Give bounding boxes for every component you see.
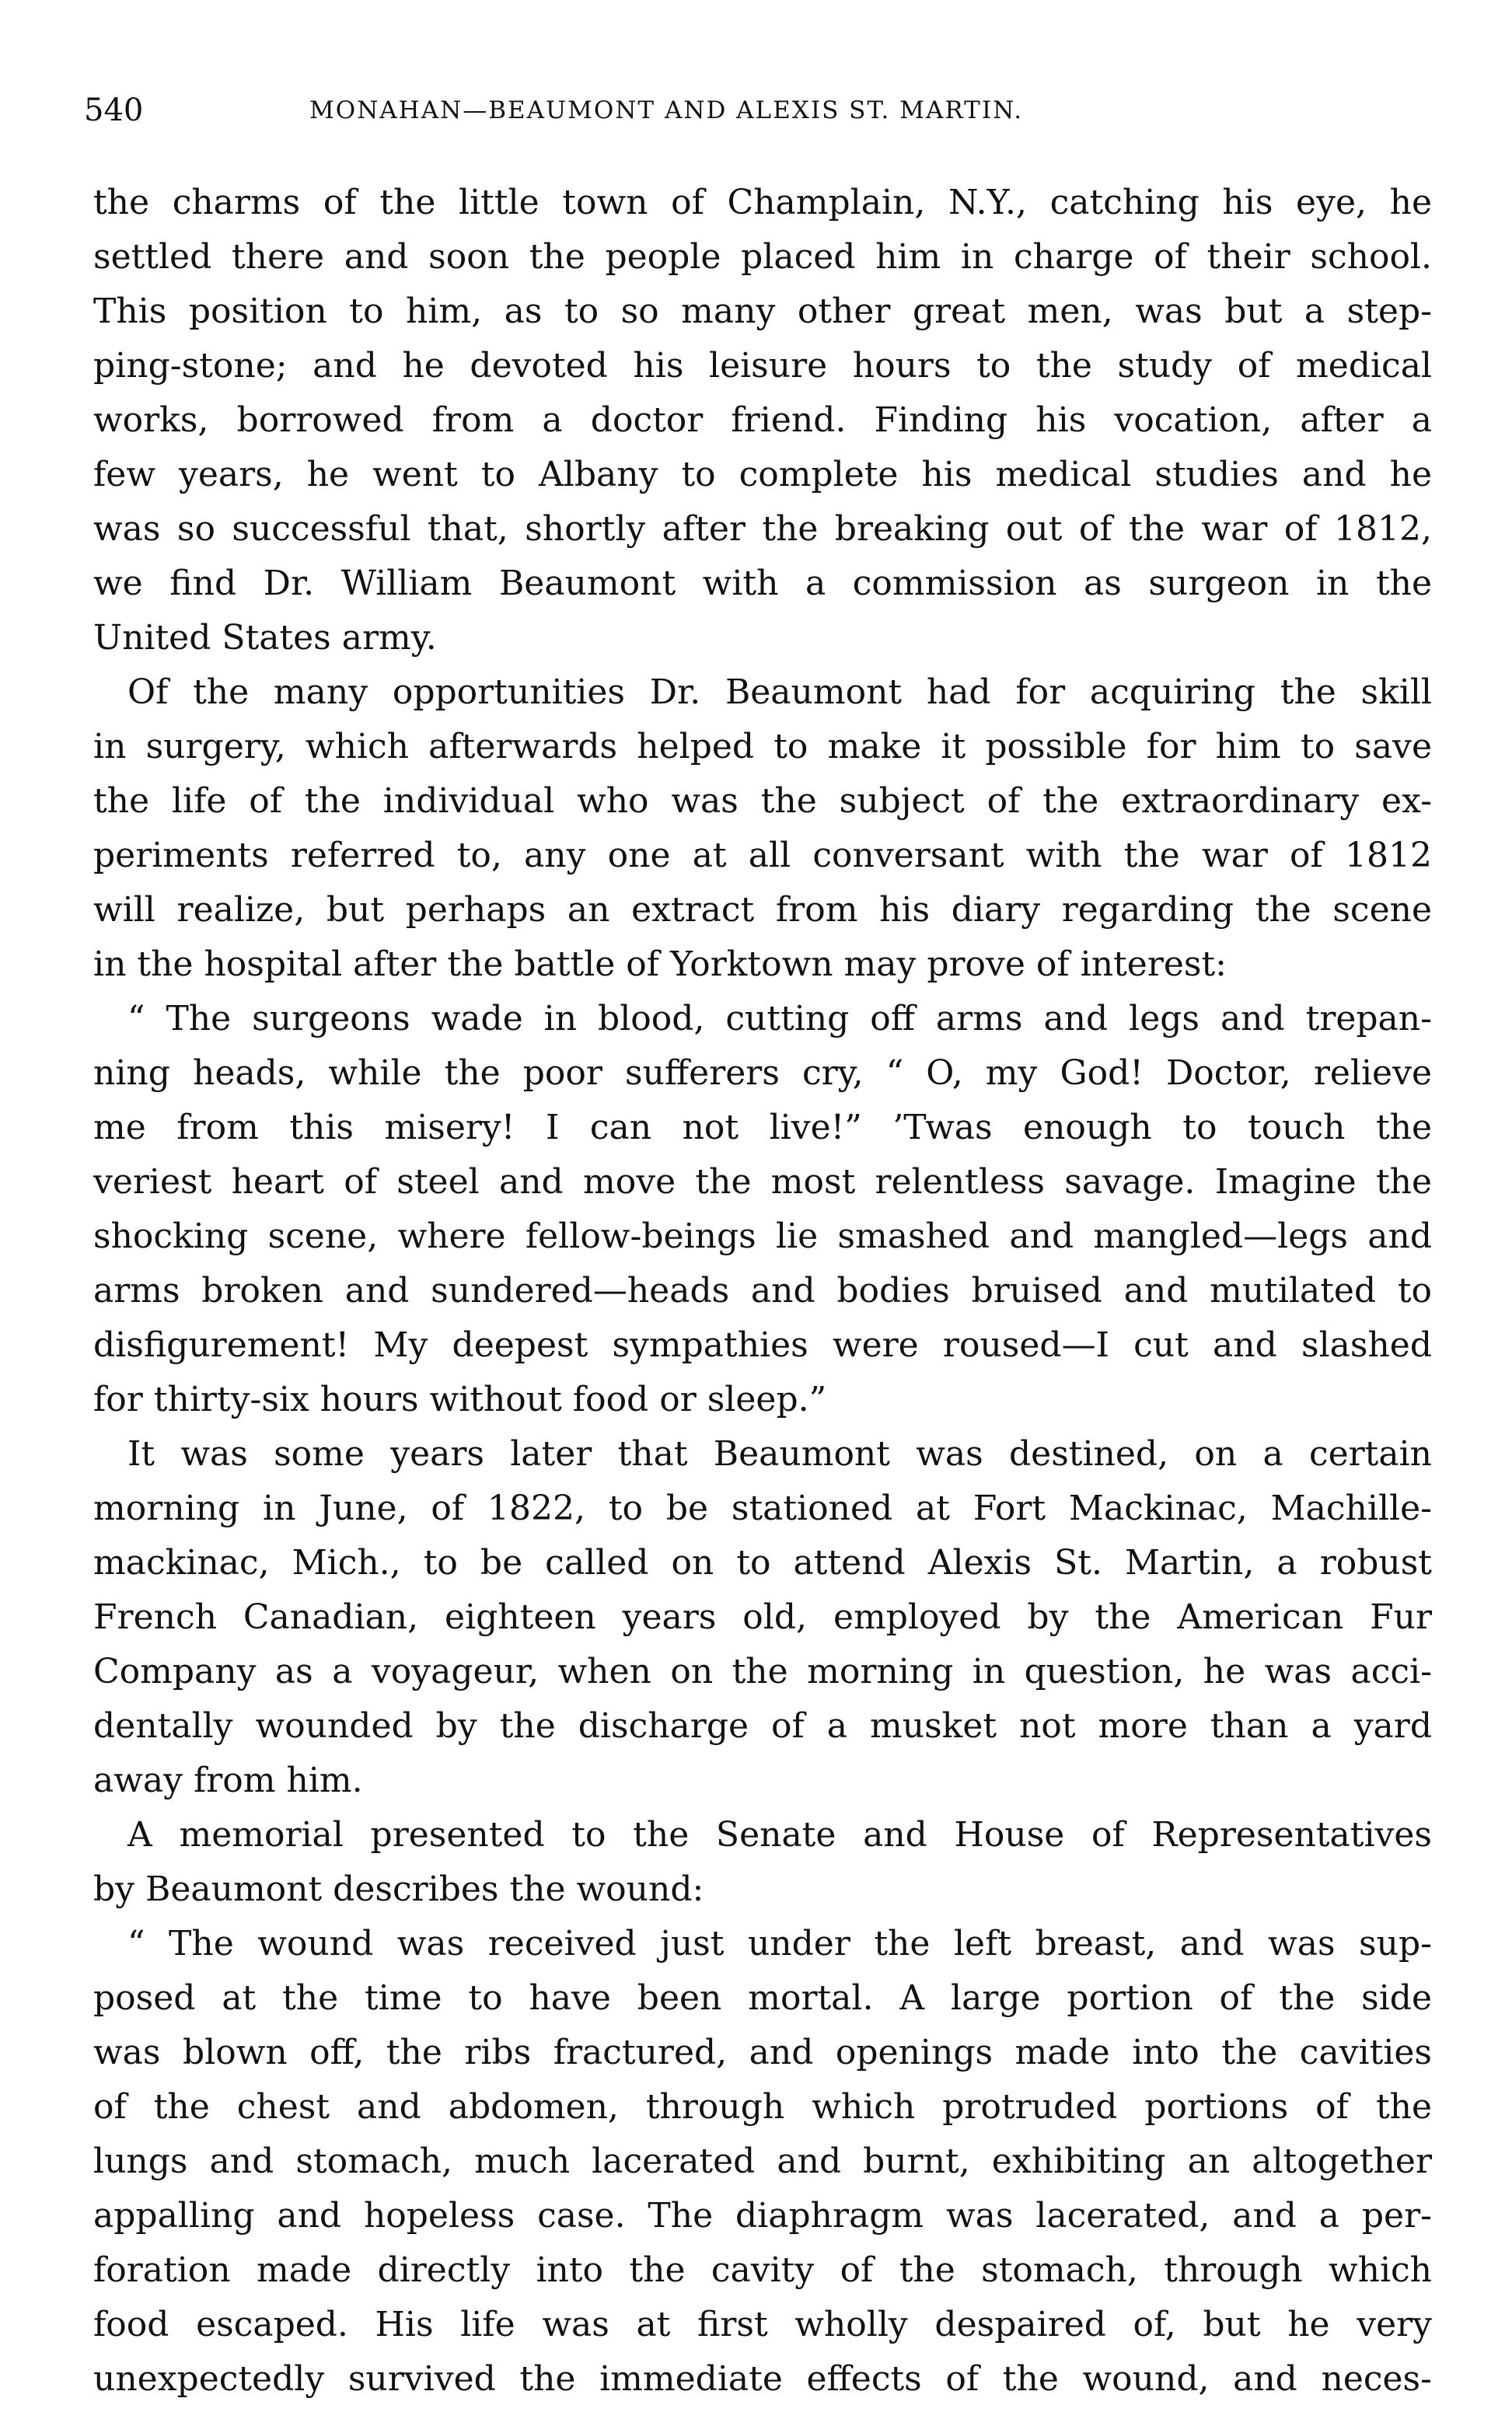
- text-line: disfigurement! My deepest sympathies were roused—I cut and slashed: [93, 1325, 1432, 1365]
- text-line: morning in June, of 1822, to be stationed at Fort Mackinac, Machille-: [93, 1489, 1432, 1528]
- text-line: ning heads, while the poor sufferers cry, “ O, my God! Doctor, relieve: [93, 1053, 1432, 1093]
- body-text: [93, 176, 1432, 2407]
- text-line: in surgery, which afterwards helped to make it possible for him to save: [93, 727, 1432, 766]
- text-line: by Beaumont describes the wound:: [93, 1869, 704, 1909]
- paragraph-start-line: Of the many opportunities Dr. Beaumont had for acquiring the skill: [127, 672, 1432, 712]
- text-line: lungs and stomach, much lacerated and burnt, exhibiting an altogether: [93, 2142, 1432, 2181]
- text-line: periments referred to, any one at all conversant with the war of 1812: [93, 836, 1432, 875]
- page-header: [84, 87, 1437, 134]
- text-line: arms broken and sundered—heads and bodies bruised and mutilated to: [93, 1271, 1432, 1311]
- text-line: veriest heart of steel and move the most relentless savage. Imagine the: [93, 1162, 1432, 1202]
- quote-start-line: “ The wound was received just under the left breast, and was sup-: [127, 1924, 1432, 1963]
- text-line: unexpectedly survived the immediate effects of the wound, and neces-: [93, 2359, 1432, 2399]
- text-line: foration made directly into the cavity of the stomach, through which: [93, 2250, 1432, 2290]
- text-line: in the hospital after the battle of Yorktown may prove of interest:: [93, 944, 1227, 984]
- text-line: me from this misery! I can not live!” ’Twas enough to touch the: [93, 1108, 1432, 1147]
- text-line: the life of the individual who was the subject of the extraordinary ex-: [93, 781, 1432, 821]
- page-number: 540: [84, 93, 144, 128]
- text-line: mackinac, Mich., to be called on to attend Alexis St. Martin, a robust: [93, 1543, 1432, 1583]
- text-line: away from him.: [93, 1761, 363, 1800]
- text-line: will realize, but perhaps an extract from his diary regarding the scene: [93, 890, 1432, 930]
- text-line: food escaped. His life was at first wholly despaired of, but he very: [93, 2305, 1432, 2344]
- text-line: settled there and soon the people placed him in charge of their school.: [93, 237, 1432, 277]
- paragraph-start-line: It was some years later that Beaumont was destined, on a certain: [127, 1434, 1432, 1474]
- text-line: was blown off, the ribs fractured, and openings made into the cavities: [93, 2033, 1432, 2072]
- text-line: for thirty-six hours without food or sleep.”: [93, 1380, 827, 1419]
- text-line: posed at the time to have been mortal. A large portion of the side: [93, 1978, 1432, 2018]
- text-line: appalling and hopeless case. The diaphragm was lacerated, and a per-: [93, 2196, 1432, 2236]
- running-head: MONAHAN—BEAUMONT AND ALEXIS ST. MARTIN.: [309, 96, 1024, 124]
- text-line: French Canadian, eighteen years old, employed by the American Fur: [93, 1597, 1432, 1637]
- text-line: ping-stone; and he devoted his leisure hours to the study of medical: [93, 346, 1432, 386]
- text-line: This position to him, as to so many other great men, was but a step-: [93, 291, 1432, 331]
- text-line: of the chest and abdomen, through which protruded portions of the: [93, 2087, 1432, 2127]
- text-line: few years, he went to Albany to complete his medical studies and he: [93, 455, 1432, 494]
- text-line: works, borrowed from a doctor friend. Finding his vocation, after a: [93, 400, 1432, 440]
- quote-start-line: “ The surgeons wade in blood, cutting off arms and legs and trepan-: [127, 999, 1432, 1038]
- text-line: we find Dr. William Beaumont with a commission as surgeon in the: [93, 564, 1432, 603]
- paragraph-start-line: A memorial presented to the Senate and House of Representatives: [127, 1815, 1432, 1855]
- text-line: the charms of the little town of Champlain, N.Y., catching his eye, he: [93, 183, 1432, 222]
- text-line: United States army.: [93, 618, 437, 658]
- text-line: Company as a voyageur, when on the morning in question, he was acci-: [93, 1652, 1432, 1691]
- text-line: dentally wounded by the discharge of a musket not more than a yard: [93, 1706, 1432, 1746]
- text-line: was so successful that, shortly after the breaking out of the war of 1812,: [93, 509, 1432, 549]
- text-line: shocking scene, where fellow-beings lie smashed and mangled—legs and: [93, 1216, 1432, 1256]
